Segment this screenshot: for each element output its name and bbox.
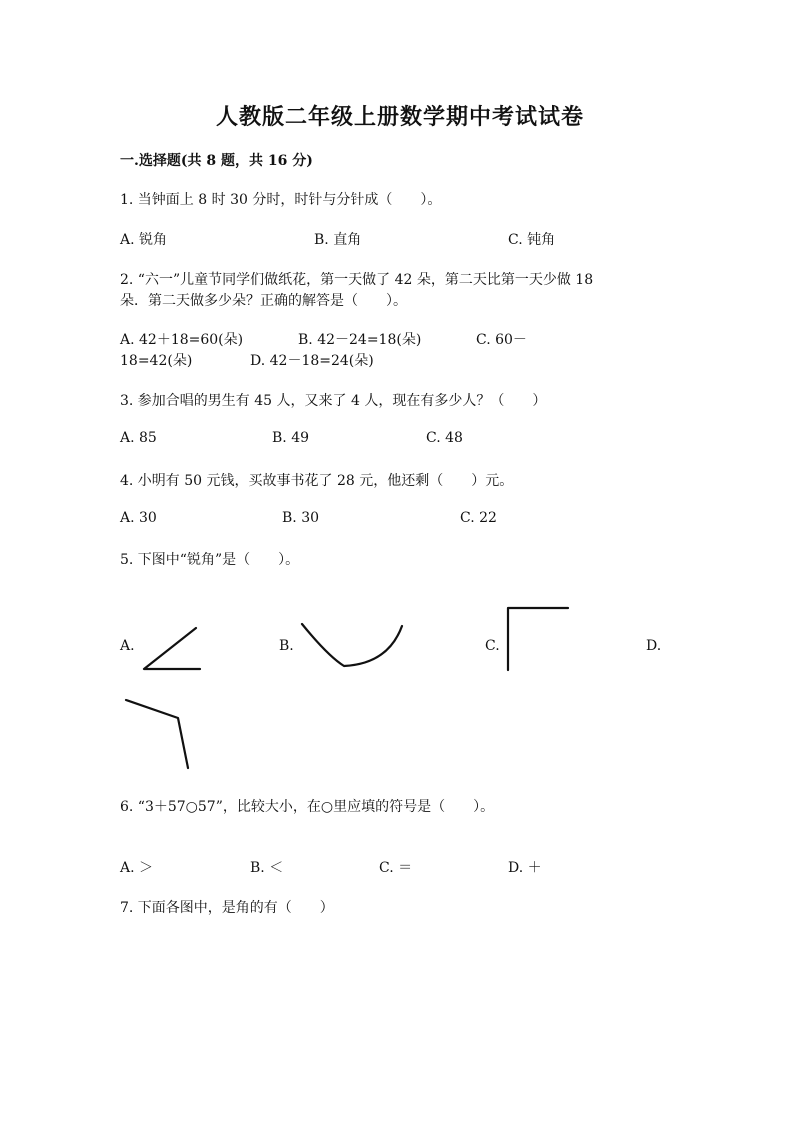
question-5: 5. 下图中“锐角”是（ ）。: [120, 552, 300, 568]
angle-figure-a: [140, 624, 204, 674]
question-6: 6. “3＋57○57”，比较大小，在○里应填的符号是（ ）。: [120, 799, 495, 815]
q2-option-a[interactable]: A. 42＋18=60(朵): [120, 332, 244, 348]
q1-option-a[interactable]: A. 锐角: [120, 232, 168, 248]
q5-label-d[interactable]: D.: [646, 638, 662, 654]
q3-option-b[interactable]: B. 49: [272, 430, 310, 446]
curve-figure-b: [298, 620, 410, 672]
q4-option-a[interactable]: A. 30: [120, 510, 157, 526]
q2-option-b[interactable]: B. 42－24=18(朵): [298, 332, 422, 348]
q5-label-a[interactable]: A.: [120, 638, 135, 654]
angle-figure-d: [122, 696, 192, 772]
question-2-line-1: 2. “六一”儿童节同学们做纸花，第一天做了 42 朵，第二天比第一天少做 18: [120, 272, 594, 288]
page-title: 人教版二年级上册数学期中考试试卷: [215, 104, 584, 130]
q2-option-c[interactable]: C. 60－: [476, 332, 527, 348]
question-1: 1. 当钟面上 8 时 30 分时，时针与分针成（ ）。: [120, 192, 442, 208]
q5-label-c[interactable]: C.: [485, 638, 500, 654]
q6-option-a[interactable]: A. ＞: [120, 860, 154, 876]
section-heading: 一.选择题(共 8 题，共 16 分): [120, 153, 313, 169]
q2-option-d[interactable]: D. 42－18=24(朵): [250, 353, 374, 369]
q1-option-c[interactable]: C. 钝角: [508, 232, 556, 248]
question-2-line-2: 朵．第二天做多少朵？正确的解答是（ ）。: [120, 293, 407, 309]
q6-option-c[interactable]: C. ＝: [379, 860, 413, 876]
angle-figure-c: [504, 604, 572, 674]
q2-option-c-continued: 18=42(朵): [120, 353, 193, 369]
q6-option-d[interactable]: D. ＋: [508, 860, 542, 876]
question-3: 3. 参加合唱的男生有 45 人，又来了 4 人，现在有多少人？（ ）: [120, 393, 547, 409]
q4-option-c[interactable]: C. 22: [460, 510, 497, 526]
q3-option-a[interactable]: A. 85: [120, 430, 157, 446]
q4-option-b[interactable]: B. 30: [282, 510, 320, 526]
q1-option-b[interactable]: B. 直角: [314, 232, 362, 248]
q6-option-b[interactable]: B. ＜: [250, 860, 284, 876]
q3-option-c[interactable]: C. 48: [426, 430, 463, 446]
question-4: 4. 小明有 50 元钱，买故事书花了 28 元，他还剩（ ）元。: [120, 473, 514, 489]
question-7: 7. 下面各图中，是角的有（ ）: [120, 900, 334, 916]
q5-label-b[interactable]: B.: [279, 638, 294, 654]
